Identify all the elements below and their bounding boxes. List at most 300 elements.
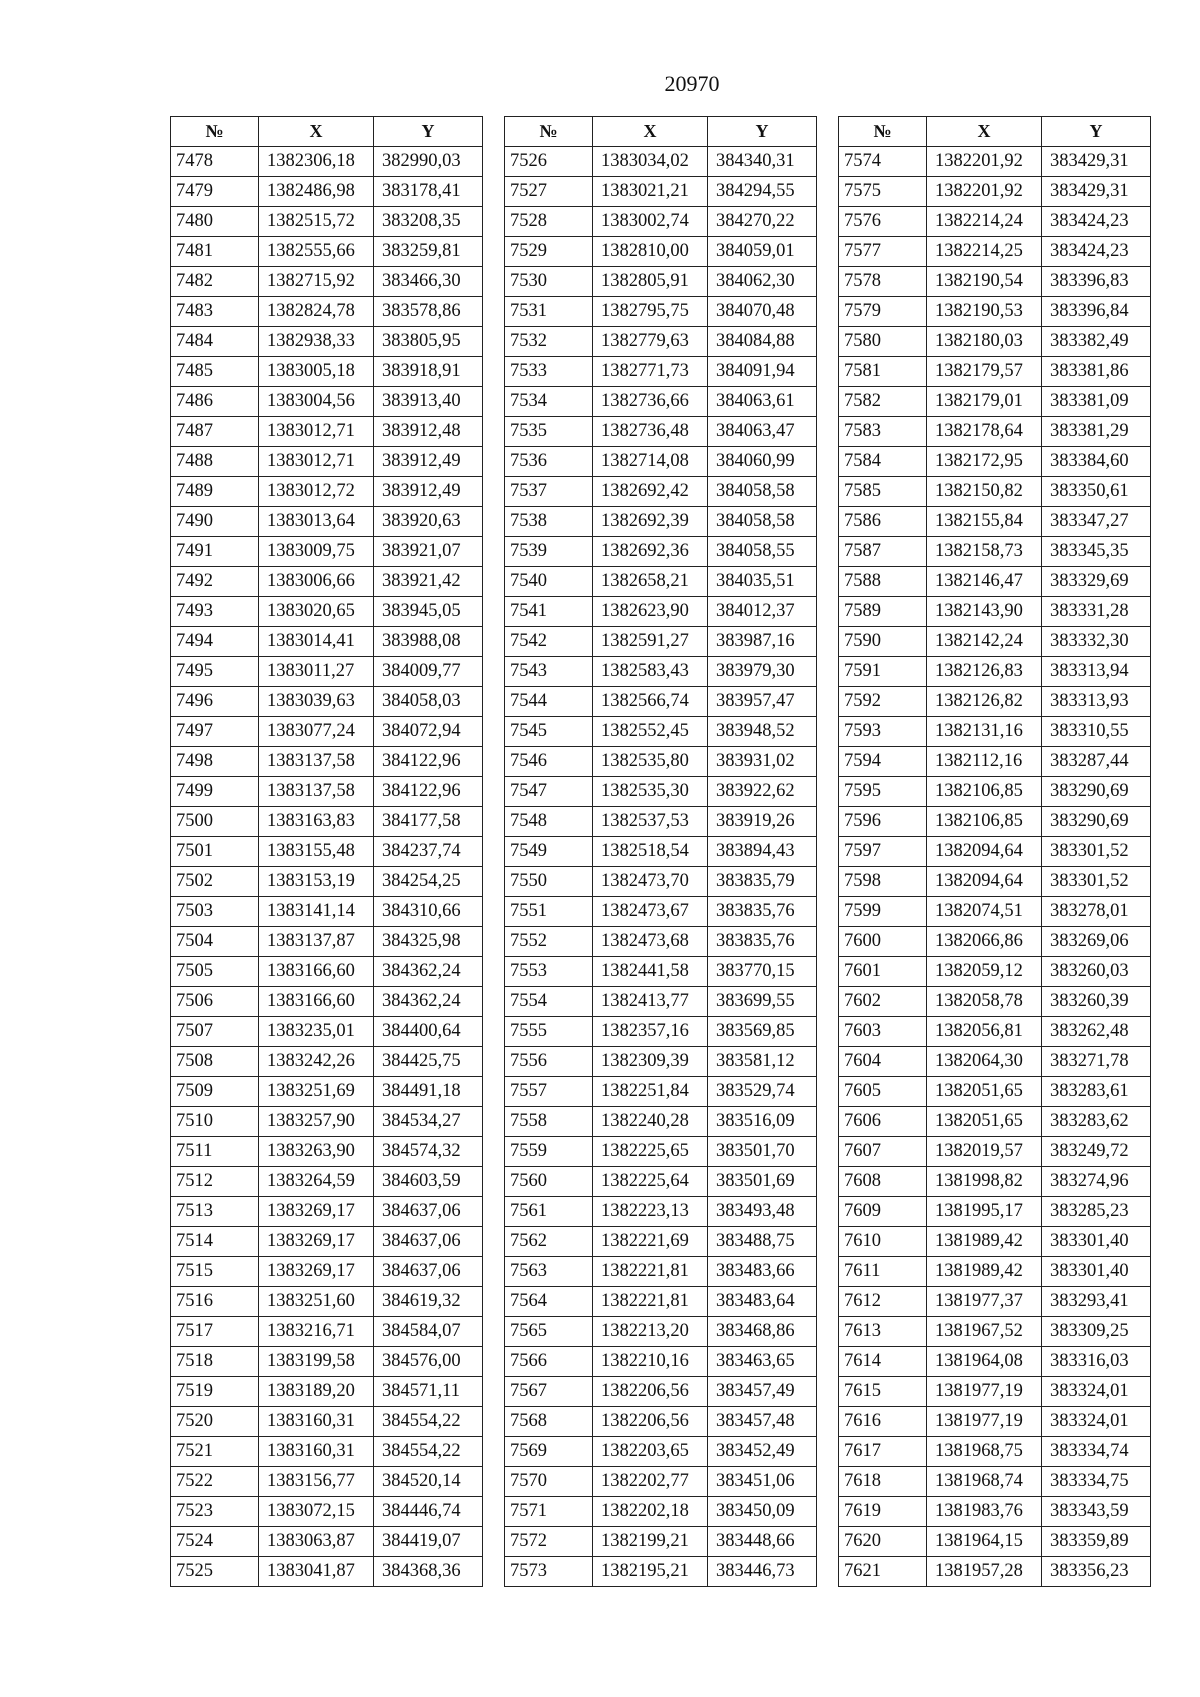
point-number: 7594 bbox=[839, 747, 927, 777]
table-row bbox=[171, 717, 483, 747]
y-value: 383287,44 bbox=[1042, 747, 1151, 777]
header-y: Y bbox=[1042, 117, 1151, 147]
y-value: 383488,75 bbox=[708, 1227, 817, 1257]
table-header-row bbox=[839, 117, 1151, 147]
table-row bbox=[839, 1407, 1151, 1437]
y-value: 383913,40 bbox=[374, 387, 483, 417]
y-value: 383569,85 bbox=[708, 1017, 817, 1047]
point-number: 7581 bbox=[839, 357, 927, 387]
table-row bbox=[505, 387, 817, 417]
x-value: 1382240,28 bbox=[593, 1107, 708, 1137]
y-value: 384637,06 bbox=[374, 1197, 483, 1227]
table-row bbox=[505, 717, 817, 747]
y-value: 383178,41 bbox=[374, 177, 483, 207]
table-row bbox=[839, 387, 1151, 417]
table-row bbox=[171, 1377, 483, 1407]
y-value: 383931,02 bbox=[708, 747, 817, 777]
x-value: 1383242,26 bbox=[259, 1047, 374, 1077]
y-value: 384035,51 bbox=[708, 567, 817, 597]
table-row bbox=[505, 1347, 817, 1377]
point-number: 7574 bbox=[839, 147, 927, 177]
table-row bbox=[171, 537, 483, 567]
table-row bbox=[171, 1437, 483, 1467]
x-value: 1382658,21 bbox=[593, 567, 708, 597]
y-value: 383452,49 bbox=[708, 1437, 817, 1467]
x-value: 1382019,57 bbox=[927, 1137, 1042, 1167]
y-value: 383260,03 bbox=[1042, 957, 1151, 987]
point-number: 7481 bbox=[171, 237, 259, 267]
y-value: 383359,89 bbox=[1042, 1527, 1151, 1557]
point-number: 7601 bbox=[839, 957, 927, 987]
table-row bbox=[839, 867, 1151, 897]
point-number: 7592 bbox=[839, 687, 927, 717]
table-row bbox=[171, 1527, 483, 1557]
x-value: 1383163,83 bbox=[259, 807, 374, 837]
y-value: 384059,01 bbox=[708, 237, 817, 267]
x-value: 1383072,15 bbox=[259, 1497, 374, 1527]
x-value: 1382413,77 bbox=[593, 987, 708, 1017]
point-number: 7498 bbox=[171, 747, 259, 777]
point-number: 7557 bbox=[505, 1077, 593, 1107]
y-value: 384063,61 bbox=[708, 387, 817, 417]
table-row bbox=[171, 357, 483, 387]
table-row bbox=[505, 927, 817, 957]
x-value: 1382692,42 bbox=[593, 477, 708, 507]
point-number: 7597 bbox=[839, 837, 927, 867]
table-row bbox=[505, 177, 817, 207]
x-value: 1382178,64 bbox=[927, 417, 1042, 447]
y-value: 384325,98 bbox=[374, 927, 483, 957]
table-row bbox=[171, 1227, 483, 1257]
y-value: 383894,43 bbox=[708, 837, 817, 867]
point-number: 7492 bbox=[171, 567, 259, 597]
table-row bbox=[839, 297, 1151, 327]
x-value: 1382486,98 bbox=[259, 177, 374, 207]
x-value: 1383257,90 bbox=[259, 1107, 374, 1137]
point-number: 7607 bbox=[839, 1137, 927, 1167]
y-value: 384063,47 bbox=[708, 417, 817, 447]
table-row bbox=[505, 897, 817, 927]
x-value: 1382202,77 bbox=[593, 1467, 708, 1497]
table-row bbox=[505, 747, 817, 777]
x-value: 1382058,78 bbox=[927, 987, 1042, 1017]
y-value: 383381,09 bbox=[1042, 387, 1151, 417]
x-value: 1382150,82 bbox=[927, 477, 1042, 507]
y-value: 383347,27 bbox=[1042, 507, 1151, 537]
y-value: 383446,73 bbox=[708, 1557, 817, 1587]
y-value: 383316,03 bbox=[1042, 1347, 1151, 1377]
table-row bbox=[505, 1047, 817, 1077]
y-value: 384400,64 bbox=[374, 1017, 483, 1047]
y-value: 383920,63 bbox=[374, 507, 483, 537]
point-number: 7595 bbox=[839, 777, 927, 807]
point-number: 7510 bbox=[171, 1107, 259, 1137]
y-value: 383912,49 bbox=[374, 447, 483, 477]
x-value: 1381968,75 bbox=[927, 1437, 1042, 1467]
table-row bbox=[505, 1287, 817, 1317]
x-value: 1383153,19 bbox=[259, 867, 374, 897]
x-value: 1382074,51 bbox=[927, 897, 1042, 927]
table-row bbox=[505, 357, 817, 387]
point-number: 7527 bbox=[505, 177, 593, 207]
table-row bbox=[839, 267, 1151, 297]
y-value: 383324,01 bbox=[1042, 1377, 1151, 1407]
x-value: 1382795,75 bbox=[593, 297, 708, 327]
table-row bbox=[171, 1017, 483, 1047]
x-value: 1382131,16 bbox=[927, 717, 1042, 747]
table-row bbox=[839, 507, 1151, 537]
table-row bbox=[505, 837, 817, 867]
point-number: 7538 bbox=[505, 507, 593, 537]
y-value: 383699,55 bbox=[708, 987, 817, 1017]
x-value: 1382094,64 bbox=[927, 867, 1042, 897]
y-value: 383501,69 bbox=[708, 1167, 817, 1197]
y-value: 383948,52 bbox=[708, 717, 817, 747]
table-row bbox=[505, 327, 817, 357]
table-row bbox=[839, 717, 1151, 747]
x-value: 1382623,90 bbox=[593, 597, 708, 627]
y-value: 384310,66 bbox=[374, 897, 483, 927]
table-row bbox=[505, 417, 817, 447]
table-row bbox=[171, 1347, 483, 1377]
point-number: 7577 bbox=[839, 237, 927, 267]
x-value: 1382225,64 bbox=[593, 1167, 708, 1197]
point-number: 7611 bbox=[839, 1257, 927, 1287]
point-number: 7584 bbox=[839, 447, 927, 477]
table-row bbox=[171, 417, 483, 447]
point-number: 7548 bbox=[505, 807, 593, 837]
table-row bbox=[171, 987, 483, 1017]
y-value: 384058,55 bbox=[708, 537, 817, 567]
table-row bbox=[171, 1557, 483, 1587]
y-value: 383396,84 bbox=[1042, 297, 1151, 327]
table-row bbox=[171, 507, 483, 537]
x-value: 1382810,00 bbox=[593, 237, 708, 267]
x-value: 1383251,69 bbox=[259, 1077, 374, 1107]
table-row bbox=[839, 1557, 1151, 1587]
x-value: 1381964,15 bbox=[927, 1527, 1042, 1557]
y-value: 383493,48 bbox=[708, 1197, 817, 1227]
point-number: 7541 bbox=[505, 597, 593, 627]
table-row bbox=[171, 837, 483, 867]
point-number: 7485 bbox=[171, 357, 259, 387]
x-value: 1381977,19 bbox=[927, 1377, 1042, 1407]
point-number: 7529 bbox=[505, 237, 593, 267]
point-number: 7536 bbox=[505, 447, 593, 477]
y-value: 383290,69 bbox=[1042, 777, 1151, 807]
table-row bbox=[171, 777, 483, 807]
x-value: 1382106,85 bbox=[927, 777, 1042, 807]
table-row bbox=[839, 1497, 1151, 1527]
point-number: 7487 bbox=[171, 417, 259, 447]
header-x: X bbox=[259, 117, 374, 147]
x-value: 1382146,47 bbox=[927, 567, 1042, 597]
point-number: 7532 bbox=[505, 327, 593, 357]
point-number: 7583 bbox=[839, 417, 927, 447]
y-value: 383424,23 bbox=[1042, 207, 1151, 237]
y-value: 383918,91 bbox=[374, 357, 483, 387]
point-number: 7512 bbox=[171, 1167, 259, 1197]
y-value: 384619,32 bbox=[374, 1287, 483, 1317]
point-number: 7539 bbox=[505, 537, 593, 567]
table-row bbox=[505, 1377, 817, 1407]
x-value: 1381989,42 bbox=[927, 1227, 1042, 1257]
y-value: 383329,69 bbox=[1042, 567, 1151, 597]
x-value: 1383012,71 bbox=[259, 417, 374, 447]
point-number: 7572 bbox=[505, 1527, 593, 1557]
point-number: 7615 bbox=[839, 1377, 927, 1407]
table-row bbox=[171, 147, 483, 177]
y-value: 383301,40 bbox=[1042, 1227, 1151, 1257]
table-row bbox=[171, 1107, 483, 1137]
table-row bbox=[839, 327, 1151, 357]
y-value: 383988,08 bbox=[374, 627, 483, 657]
table-row bbox=[505, 657, 817, 687]
y-value: 383429,31 bbox=[1042, 177, 1151, 207]
table-row bbox=[839, 747, 1151, 777]
y-value: 384368,36 bbox=[374, 1557, 483, 1587]
x-value: 1382824,78 bbox=[259, 297, 374, 327]
y-value: 384058,03 bbox=[374, 687, 483, 717]
y-value: 383278,01 bbox=[1042, 897, 1151, 927]
table-row bbox=[505, 1497, 817, 1527]
table-row bbox=[505, 1107, 817, 1137]
table-row bbox=[839, 1047, 1151, 1077]
x-value: 1382473,68 bbox=[593, 927, 708, 957]
y-value: 383313,94 bbox=[1042, 657, 1151, 687]
x-value: 1382203,65 bbox=[593, 1437, 708, 1467]
y-value: 384584,07 bbox=[374, 1317, 483, 1347]
y-value: 383345,35 bbox=[1042, 537, 1151, 567]
table-row bbox=[839, 1017, 1151, 1047]
table-row bbox=[505, 1077, 817, 1107]
y-value: 383451,06 bbox=[708, 1467, 817, 1497]
y-value: 384446,74 bbox=[374, 1497, 483, 1527]
table-row bbox=[505, 1527, 817, 1557]
y-value: 383262,48 bbox=[1042, 1017, 1151, 1047]
table-row bbox=[171, 1407, 483, 1437]
table-row bbox=[839, 1167, 1151, 1197]
table-row bbox=[505, 1437, 817, 1467]
y-value: 383350,61 bbox=[1042, 477, 1151, 507]
point-number: 7620 bbox=[839, 1527, 927, 1557]
point-number: 7606 bbox=[839, 1107, 927, 1137]
table-row bbox=[171, 177, 483, 207]
x-value: 1382142,24 bbox=[927, 627, 1042, 657]
y-value: 384009,77 bbox=[374, 657, 483, 687]
table-row bbox=[171, 687, 483, 717]
table-row bbox=[839, 597, 1151, 627]
x-value: 1381989,42 bbox=[927, 1257, 1042, 1287]
y-value: 383468,86 bbox=[708, 1317, 817, 1347]
y-value: 383301,40 bbox=[1042, 1257, 1151, 1287]
table-row bbox=[839, 1527, 1151, 1557]
y-value: 384637,06 bbox=[374, 1227, 483, 1257]
point-number: 7616 bbox=[839, 1407, 927, 1437]
table-row bbox=[171, 1317, 483, 1347]
x-value: 1383012,71 bbox=[259, 447, 374, 477]
point-number: 7521 bbox=[171, 1437, 259, 1467]
point-number: 7587 bbox=[839, 537, 927, 567]
x-value: 1382938,33 bbox=[259, 327, 374, 357]
y-value: 383805,95 bbox=[374, 327, 483, 357]
y-value: 383283,62 bbox=[1042, 1107, 1151, 1137]
table-row bbox=[171, 327, 483, 357]
point-number: 7559 bbox=[505, 1137, 593, 1167]
table-row bbox=[839, 837, 1151, 867]
point-number: 7610 bbox=[839, 1227, 927, 1257]
point-number: 7609 bbox=[839, 1197, 927, 1227]
x-value: 1383137,58 bbox=[259, 747, 374, 777]
point-number: 7576 bbox=[839, 207, 927, 237]
point-number: 7605 bbox=[839, 1077, 927, 1107]
x-value: 1382202,18 bbox=[593, 1497, 708, 1527]
point-number: 7525 bbox=[171, 1557, 259, 1587]
y-value: 384554,22 bbox=[374, 1437, 483, 1467]
y-value: 383293,41 bbox=[1042, 1287, 1151, 1317]
y-value: 384520,14 bbox=[374, 1467, 483, 1497]
table-row bbox=[839, 537, 1151, 567]
table-row bbox=[505, 1557, 817, 1587]
point-number: 7522 bbox=[171, 1467, 259, 1497]
coordinate-table-2 bbox=[504, 116, 817, 1587]
table-row bbox=[839, 1467, 1151, 1497]
y-value: 383945,05 bbox=[374, 597, 483, 627]
x-value: 1383004,56 bbox=[259, 387, 374, 417]
table-row bbox=[839, 417, 1151, 447]
point-number: 7590 bbox=[839, 627, 927, 657]
point-number: 7582 bbox=[839, 387, 927, 417]
y-value: 383912,48 bbox=[374, 417, 483, 447]
x-value: 1382251,84 bbox=[593, 1077, 708, 1107]
x-value: 1383141,14 bbox=[259, 897, 374, 927]
table-row bbox=[171, 297, 483, 327]
point-number: 7546 bbox=[505, 747, 593, 777]
x-value: 1383199,58 bbox=[259, 1347, 374, 1377]
header-y: Y bbox=[708, 117, 817, 147]
table-row bbox=[505, 1167, 817, 1197]
table-row bbox=[839, 1107, 1151, 1137]
table-row bbox=[171, 447, 483, 477]
table-row bbox=[171, 1167, 483, 1197]
point-number: 7535 bbox=[505, 417, 593, 447]
y-value: 383483,64 bbox=[708, 1287, 817, 1317]
y-value: 383979,30 bbox=[708, 657, 817, 687]
y-value: 384072,94 bbox=[374, 717, 483, 747]
x-value: 1382715,92 bbox=[259, 267, 374, 297]
table-row bbox=[839, 897, 1151, 927]
y-value: 384070,48 bbox=[708, 297, 817, 327]
x-value: 1381998,82 bbox=[927, 1167, 1042, 1197]
x-value: 1382714,08 bbox=[593, 447, 708, 477]
y-value: 383450,09 bbox=[708, 1497, 817, 1527]
table-row bbox=[505, 537, 817, 567]
x-value: 1382179,57 bbox=[927, 357, 1042, 387]
x-value: 1381964,08 bbox=[927, 1347, 1042, 1377]
table-row bbox=[839, 567, 1151, 597]
point-number: 7619 bbox=[839, 1497, 927, 1527]
point-number: 7571 bbox=[505, 1497, 593, 1527]
point-number: 7617 bbox=[839, 1437, 927, 1467]
x-value: 1382213,20 bbox=[593, 1317, 708, 1347]
point-number: 7483 bbox=[171, 297, 259, 327]
table-row bbox=[171, 237, 483, 267]
point-number: 7511 bbox=[171, 1137, 259, 1167]
table-row bbox=[505, 777, 817, 807]
point-number: 7514 bbox=[171, 1227, 259, 1257]
table-row bbox=[171, 897, 483, 927]
table-row bbox=[839, 357, 1151, 387]
point-number: 7489 bbox=[171, 477, 259, 507]
point-number: 7547 bbox=[505, 777, 593, 807]
y-value: 384574,32 bbox=[374, 1137, 483, 1167]
x-value: 1382537,53 bbox=[593, 807, 708, 837]
y-value: 383912,49 bbox=[374, 477, 483, 507]
point-number: 7508 bbox=[171, 1047, 259, 1077]
table-row bbox=[839, 687, 1151, 717]
point-number: 7515 bbox=[171, 1257, 259, 1287]
x-value: 1382214,25 bbox=[927, 237, 1042, 267]
y-value: 383501,70 bbox=[708, 1137, 817, 1167]
table-row bbox=[839, 1347, 1151, 1377]
table-row bbox=[171, 597, 483, 627]
point-number: 7600 bbox=[839, 927, 927, 957]
table-row bbox=[171, 1047, 483, 1077]
y-value: 383381,29 bbox=[1042, 417, 1151, 447]
x-value: 1381967,52 bbox=[927, 1317, 1042, 1347]
coordinate-table-1 bbox=[170, 116, 483, 1587]
point-number: 7551 bbox=[505, 897, 593, 927]
y-value: 383331,28 bbox=[1042, 597, 1151, 627]
table-row bbox=[171, 1137, 483, 1167]
x-value: 1383039,63 bbox=[259, 687, 374, 717]
y-value: 383957,47 bbox=[708, 687, 817, 717]
table-row bbox=[839, 957, 1151, 987]
table-row bbox=[505, 477, 817, 507]
x-value: 1382441,58 bbox=[593, 957, 708, 987]
table-row bbox=[839, 927, 1151, 957]
y-value: 383457,49 bbox=[708, 1377, 817, 1407]
point-number: 7526 bbox=[505, 147, 593, 177]
x-value: 1382210,16 bbox=[593, 1347, 708, 1377]
table-row bbox=[171, 927, 483, 957]
point-number: 7613 bbox=[839, 1317, 927, 1347]
x-value: 1383269,17 bbox=[259, 1257, 374, 1287]
point-number: 7562 bbox=[505, 1227, 593, 1257]
point-number: 7570 bbox=[505, 1467, 593, 1497]
point-number: 7586 bbox=[839, 507, 927, 537]
x-value: 1382221,69 bbox=[593, 1227, 708, 1257]
x-value: 1382051,65 bbox=[927, 1107, 1042, 1137]
table-row bbox=[839, 1197, 1151, 1227]
y-value: 383334,75 bbox=[1042, 1467, 1151, 1497]
x-value: 1382555,66 bbox=[259, 237, 374, 267]
y-value: 384576,00 bbox=[374, 1347, 483, 1377]
table-row bbox=[505, 267, 817, 297]
y-value: 383922,62 bbox=[708, 777, 817, 807]
x-value: 1381983,76 bbox=[927, 1497, 1042, 1527]
point-number: 7491 bbox=[171, 537, 259, 567]
y-value: 383466,30 bbox=[374, 267, 483, 297]
x-value: 1383166,60 bbox=[259, 987, 374, 1017]
point-number: 7480 bbox=[171, 207, 259, 237]
y-value: 383578,86 bbox=[374, 297, 483, 327]
x-value: 1382357,16 bbox=[593, 1017, 708, 1047]
point-number: 7596 bbox=[839, 807, 927, 837]
point-number: 7543 bbox=[505, 657, 593, 687]
x-value: 1381977,19 bbox=[927, 1407, 1042, 1437]
table-row bbox=[839, 807, 1151, 837]
